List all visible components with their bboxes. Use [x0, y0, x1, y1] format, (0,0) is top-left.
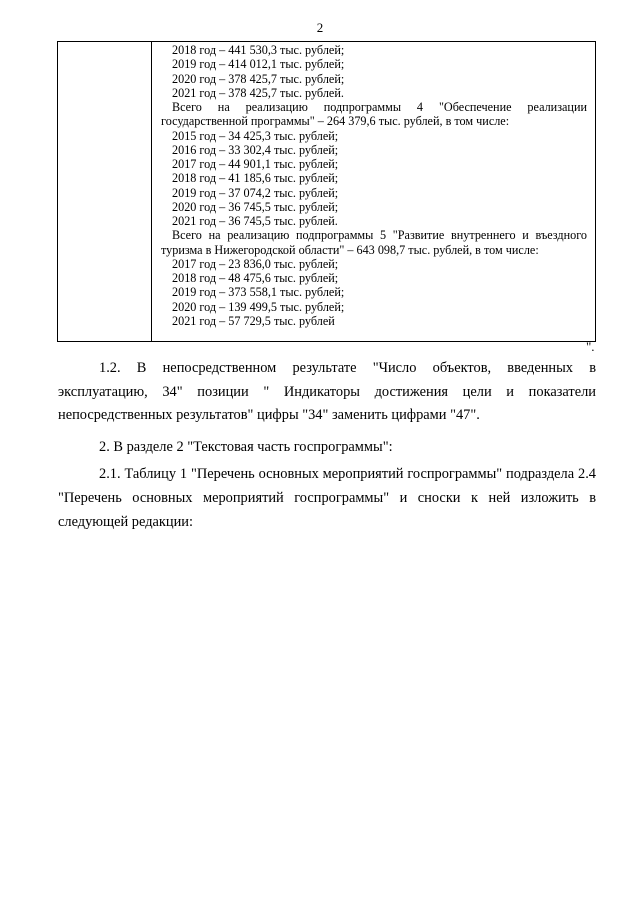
year-amount-line: 2018 год – 441 530,3 тыс. рублей; [172, 43, 345, 57]
year-amount-line: 2017 год – 23 836,0 тыс. рублей; [172, 256, 339, 271]
year-amount-line: 2020 год – 378 425,7 тыс. рублей; [172, 71, 345, 86]
year-amount-line: 2015 год – 34 425,3 тыс. рублей; [172, 128, 339, 143]
year-amount-line: 2019 год – 373 558,1 тыс. рублей; [172, 285, 345, 300]
year-amount-line: 2021 год – 36 745,5 тыс. рублей. [172, 214, 338, 228]
year-amount-line: 2020 год – 36 745,5 тыс. рублей; [172, 199, 339, 214]
closing-quote: ". [586, 339, 595, 354]
year-amount-line: 2020 год – 139 499,5 тыс. рублей; [172, 299, 345, 314]
page-number: 2 [316, 20, 324, 35]
body-text [58, 357, 596, 542]
funding-cell [161, 43, 587, 328]
subprogram-total-line: Всего на реализацию подпрограммы 5 "Развитие внутреннего и въездного туризма в Нижегородской области" – 643 098,7 тыс. рублей, в том числе: [161, 228, 587, 257]
year-amount-line: 2021 год – 378 425,7 тыс. рублей. [172, 85, 344, 100]
year-amount-line: 2017 год – 44 901,1 тыс. рублей; [172, 157, 339, 171]
paragraph-1-2: 1.2. В непосредственном результате "Число объектов, введенных в эксплуатацию, 34" позиции " Индикаторы достижения цели и показатели непосредственных результатов" цифры "34" заменить цифрами "47". [58, 360, 596, 424]
year-amount-line: 2019 год – 414 012,1 тыс. рублей; [172, 57, 345, 72]
funding-table [57, 41, 596, 342]
paragraph-2-1: 2.1. Таблицу 1 "Перечень основных мероприятий госпрограммы" подраздела 2.4 "Перечень основных мероприятий госпрограммы" и сноски к ней изложить в следующей редакции: [58, 466, 596, 530]
year-amount-line: 2019 год – 37 074,2 тыс. рублей; [172, 185, 339, 200]
year-amount-line: 2016 год – 33 302,4 тыс. рублей; [172, 142, 339, 157]
year-amount-line: 2018 год – 41 185,6 тыс. рублей; [172, 171, 339, 186]
year-amount-line: 2021 год – 57 729,5 тыс. рублей [172, 313, 335, 328]
table-column-divider [151, 42, 152, 341]
subprogram-total-line: Всего на реализацию подпрограммы 4 "Обеспечение реализации государственной программы" – 264 379,6 тыс. рублей, в том числе: [161, 100, 587, 129]
paragraph-2: 2. В разделе 2 "Текстовая часть госпрограммы": [99, 438, 393, 455]
year-amount-line: 2018 год – 48 475,6 тыс. рублей; [172, 271, 339, 285]
